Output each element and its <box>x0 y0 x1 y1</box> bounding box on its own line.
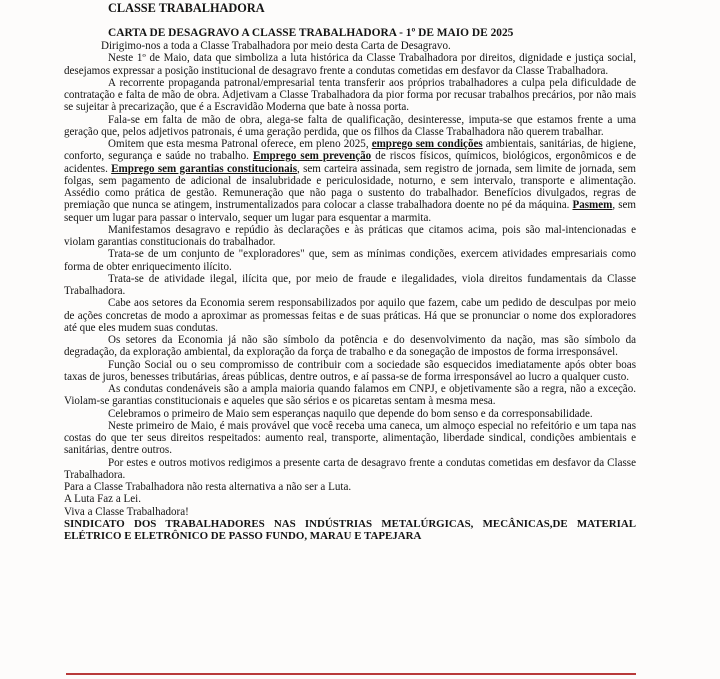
emphasis-no-guarantees: Emprego sem garantias constitucionais <box>111 162 298 175</box>
emphasis-no-conditions: emprego sem condições <box>371 138 483 150</box>
p5-text-e: , sem sequer um lugar para passar o intervalo, sequer um lugar para esquentar a marmita. <box>64 199 636 224</box>
paragraph-economy-sectors: Os setores da Economia já não são símbolo da potência e do desenvolvimento da nação, mas são símbolo da degradação, da exploração ambiental, da exploração da força de trabalho e da sonegação de impostos de forma irresponsável. <box>64 334 636 359</box>
paragraph-labor-shortage: Fala-se em falta de mão de obra, alega-se falta de qualificação, desinteresse, imputa-se que estamos frente a uma geração que, pelos adjetivos patronais, é uma geração perdida, que os filhos da Classe Trabalhadora não querem trabalhar. <box>64 113 636 138</box>
paragraph-repudiation: Manifestamos desagravo e repúdio às declarações e às práticas que citamos acima, pois são mal-intencionadas e violam garantias constitucionais do trabalhador. <box>64 223 636 248</box>
paragraph-motives: Por estes e outros motivos redigimos a presente carta de desagravo frente a condutas cometidas em desfavor da Classe Trabalhadora. <box>64 456 636 481</box>
p5-text-d: , sem carteira assinada, sem registro de jornada, sem limite de jornada, sem folgas, sem pagamento de adicional de insalubridade e periculosidade, noturno, e sem intervalo, transporte e alimentação. Assédio como prática de gestão. Remuneração que não paga o sustento do trabalhador. Benefícios divulgados, regras de premiação que nunca se atingem, instrumentalizados para colocar a classe trabalhadora doente no pé da máquina. <box>64 162 637 212</box>
p5-text-c: de riscos físicos, químicos, biológicos, ergonômicos e de acidentes. <box>64 150 636 175</box>
union-signature: SINDICATO DOS TRABALHADORES NAS INDÚSTRIAS METALÚRGICAS, MECÂNICAS,DE MATERIAL ELÉTRICO E ELETRÔNICO DE PASSO FUNDO, MARAU E TAPEJARA <box>64 517 636 542</box>
closing-line-struggle: Para a Classe Trabalhadora não resta alternativa a não ser a Luta. <box>64 481 352 493</box>
paragraph-illegal-activity: Trata-se de atividade ilegal, ilícita que, por meio de fraude e ilegalidades, viola direitos fundamentais da Classe Trabalhadora. <box>64 272 636 297</box>
closing-line-law: A Luta Faz a Lei. <box>64 493 141 506</box>
p5-text-a: Omitem que esta mesma Patronal oferece, em pleno 2025, <box>108 138 372 150</box>
paragraph-social-function: Função Social ou o seu compromisso de contribuir com a sociedade são esquecidos imediatamente após obter boas taxas de juros, benesses tributárias, áreas públicas, dentre outros, e aí passa-se de forma irresponsável ao lucro a qualquer custo. <box>64 358 636 383</box>
paragraph-propaganda: A recorrente propaganda patronal/empresarial tenta transferir aos próprios trabalhadores a culpa pela dificuldade de contratação e falta de mão de obra. Adjetivam a Classe Trabalhadora da pior forma por recusar trabalhos precários, por não mais se sujeitar à precarização, que é a Escravidão Moderna que bate à nossa porta. <box>64 76 636 114</box>
paragraph-omissions <box>64 138 636 224</box>
paragraph-may-day: Neste 1º de Maio, data que simboliza a luta histórica da Classe Trabalhadora por direitos, dignidade e justiça social, desejamos expressar a posição institucional de desagravo frente a condutas cometidas em desfavor da Classe Trabalhadora. <box>64 52 636 77</box>
closing-line-viva: Viva a Classe Trabalhadora! <box>64 505 189 518</box>
document-heading: CLASSE TRABALHADORA <box>108 1 265 15</box>
letter-body <box>64 40 636 542</box>
emphasis-no-prevention: Emprego sem prevenção <box>252 150 372 163</box>
paragraph-celebration: Celebramos o primeiro de Maio sem esperanças naquilo que depende do bom senso e da corresponsabilidade. <box>108 407 593 420</box>
paragraph-accountability: Cabe aos setores da Economia serem responsabilizados por aquilo que fazem, cabe um pedido de desculpas por meio de ações concretas de modo a aproximar as promessas feitas e de suas práticas. Há que se pronunciar o nome dos exploradores até que eles mudem suas condutas. <box>64 297 636 334</box>
paragraph-rights: Neste primeiro de Maio, é mais provável que você receba uma caneca, um almoço especial no refeitório e um tapa nas costas do que ter seus direitos respeitados: aumento real, transporte, alimentação, liberdade sindical, condições ambientais e sanitárias, dentre outros. <box>64 419 636 457</box>
paragraph-exploiters: Trata-se de um conjunto de "exploradores" que, sem as mínimas condições, exercem atividades empresariais como forma de obter enriquecimento ilícito. <box>64 248 636 273</box>
letter-title: CARTA DE DESAGRAVO A CLASSE TRABALHADORA - 1º DE MAIO DE 2025 <box>108 27 514 39</box>
paragraph-cnpj-conduct: As condutas condenáveis são a ampla maioria quando falamos em CNPJ, e objetivamente são a regra, não a exceção. Violam-se garantias constitucionais e aqueles que são sérios e os picaretas sentam à mesma mesa. <box>64 383 636 408</box>
emphasis-pasmem: Pasmem <box>572 199 613 212</box>
paragraph-intro: Dirigimo-nos a toda a Classe Trabalhadora por meio desta Carta de Desagravo. <box>101 40 451 52</box>
footer-divider <box>66 673 636 675</box>
p5-text-b: ambientais, sanitárias, de higiene, conforto, segurança e saúde no trabalho. <box>64 138 636 163</box>
